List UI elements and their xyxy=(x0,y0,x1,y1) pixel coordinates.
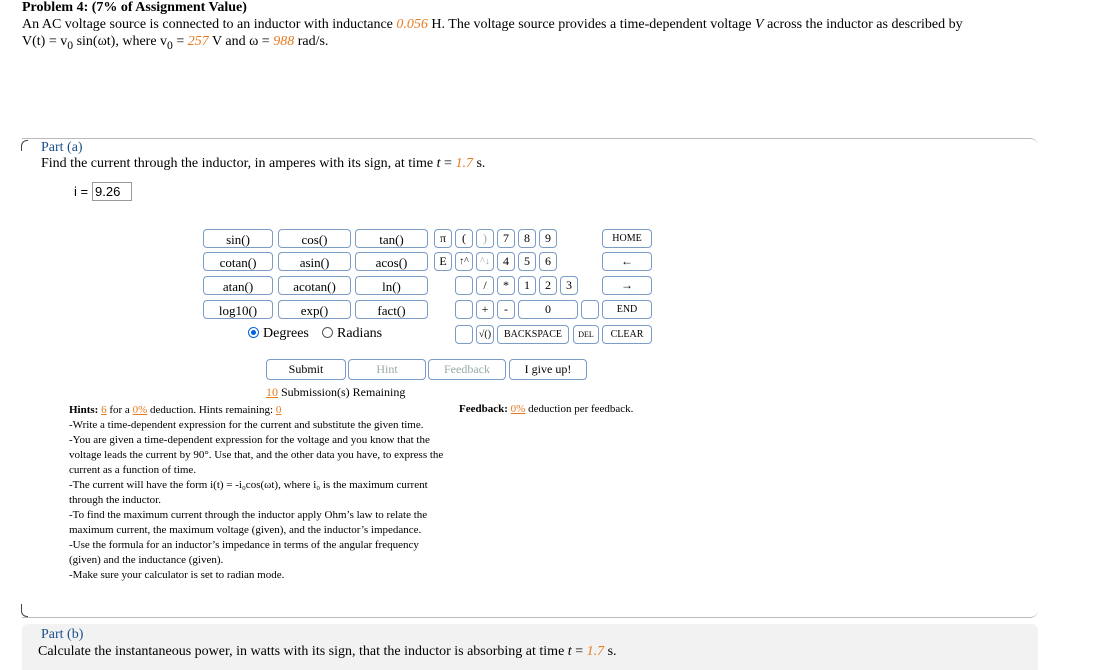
part-a-question: Find the current through the inductor, in amperes with its sign, at time t = 1.7 s. xyxy=(41,156,486,171)
problem-statement: An AC voltage source is connected to an inductor with inductance 0.056 H. The voltage source provides a time-dependent voltage V across the inductor as described by $V(t) = v_0$ sin(ωt), where $v_0 = 257$ V and ω = 988 rad/s. xyxy=(22,17,963,52)
left-arrow-button[interactable]: ← xyxy=(602,252,652,271)
backspace-button[interactable]: BACKSPACE xyxy=(497,325,569,344)
key-minus[interactable]: - xyxy=(497,300,515,319)
key-2[interactable]: 2 xyxy=(539,276,557,295)
part-a-time-value: 1.7 xyxy=(455,156,473,171)
key-plus[interactable]: + xyxy=(476,300,494,319)
degrees-radio[interactable]: Degrees xyxy=(248,326,309,342)
part-a-bracket-top xyxy=(21,140,28,151)
home-button[interactable]: HOME xyxy=(602,229,652,248)
submit-button[interactable]: Submit xyxy=(266,359,346,380)
key-blank-1[interactable] xyxy=(455,276,473,295)
key-superscript[interactable]: ↑^ xyxy=(455,252,473,271)
acotan-button[interactable]: acotan() xyxy=(278,276,351,295)
hint-item: -To find the maximum current through the inductor apply Ohm’s law to relate the maximum current, the maximum voltage (given), and the inductor’s impedance. xyxy=(69,509,428,536)
key-close-paren[interactable]: ) xyxy=(476,229,494,248)
tan-button[interactable]: tan() xyxy=(355,229,428,248)
hint-item: -Make sure your calculator is set to radian mode. xyxy=(69,569,285,581)
key-5[interactable]: 5 xyxy=(518,252,536,271)
part-a-bracket-bottom xyxy=(21,604,28,617)
key-sqrt[interactable]: √() xyxy=(476,325,494,344)
part-b-time-value: 1.7 xyxy=(586,644,605,659)
key-decimal[interactable] xyxy=(581,300,599,319)
radians-radio-dot[interactable] xyxy=(322,327,333,338)
degrees-radio-dot[interactable] xyxy=(248,327,259,338)
v0-value: 257 xyxy=(187,34,209,49)
answer-input[interactable]: 9.26 xyxy=(92,182,132,201)
answer-label: i = xyxy=(74,184,89,199)
omega-value: 988 xyxy=(273,34,295,49)
submissions-remaining: 10 Submission(s) Remaining xyxy=(266,385,406,399)
end-button[interactable]: END xyxy=(602,300,652,319)
key-divide[interactable]: / xyxy=(476,276,494,295)
feedback-summary: Feedback: 0% deduction per feedback. xyxy=(459,403,634,415)
exp-button[interactable]: exp() xyxy=(278,300,351,319)
part-a-label: Part (a) xyxy=(41,140,83,155)
inductance-value: 0.056 xyxy=(396,17,428,32)
key-3[interactable]: 3 xyxy=(560,276,578,295)
ln-button[interactable]: ln() xyxy=(355,276,428,295)
hint-item: -Write a time-dependent expression for the current and substitute the given time. xyxy=(69,419,424,431)
feedback-button[interactable]: Feedback xyxy=(428,359,506,380)
hints-panel xyxy=(69,403,444,583)
hint-button[interactable]: Hint xyxy=(348,359,426,380)
key-6[interactable]: 6 xyxy=(539,252,557,271)
problem-header: Problem 4: (7% of Assignment Value) xyxy=(22,0,247,15)
give-up-button[interactable]: I give up! xyxy=(509,359,587,380)
asin-button[interactable]: asin() xyxy=(278,252,351,271)
key-subscript[interactable]: ^↓ xyxy=(476,252,494,271)
radians-radio[interactable]: Radians xyxy=(322,326,382,342)
key-pi[interactable]: π xyxy=(434,229,452,248)
log10-button[interactable]: log10() xyxy=(203,300,273,319)
hints-summary: Hints: 6 for a 0% deduction. Hints remaining: 0 xyxy=(69,404,282,416)
key-blank-2[interactable] xyxy=(455,300,473,319)
key-7[interactable]: 7 xyxy=(497,229,515,248)
key-e[interactable]: E xyxy=(434,252,452,271)
atan-button[interactable]: atan() xyxy=(203,276,273,295)
key-9[interactable]: 9 xyxy=(539,229,557,248)
sin-button[interactable]: sin() xyxy=(203,229,273,248)
hint-item: -The current will have the form i(t) = -i₀cos(ωt), where i₀ is the maximum current through the inductor. xyxy=(69,479,428,506)
del-button[interactable]: DEL xyxy=(573,325,599,344)
cotan-button[interactable]: cotan() xyxy=(203,252,273,271)
hint-item: -Use the formula for an inductor’s impedance in terms of the angular frequency (given) and the inductance (given). xyxy=(69,539,419,566)
key-0[interactable]: 0 xyxy=(518,300,578,319)
key-4[interactable]: 4 xyxy=(497,252,515,271)
key-1[interactable]: 1 xyxy=(518,276,536,295)
key-open-paren[interactable]: ( xyxy=(455,229,473,248)
acos-button[interactable]: acos() xyxy=(355,252,428,271)
key-multiply[interactable]: * xyxy=(497,276,515,295)
hint-item: -You are given a time-dependent expression for the voltage and you know that the voltage leads the current by 90°. Use that, and the other data you have, to express the current as a function of time. xyxy=(69,434,444,476)
part-b-question: Calculate the instantaneous power, in watts with its sign, that the inductor is absorbing at time t = 1.7 s. xyxy=(38,644,617,659)
right-arrow-button[interactable]: → xyxy=(602,276,652,295)
fact-button[interactable]: fact() xyxy=(355,300,428,319)
key-8[interactable]: 8 xyxy=(518,229,536,248)
part-b-label[interactable]: Part (b) xyxy=(41,627,84,642)
clear-button[interactable]: CLEAR xyxy=(602,325,652,344)
key-blank-3[interactable] xyxy=(455,325,473,344)
cos-button[interactable]: cos() xyxy=(278,229,351,248)
